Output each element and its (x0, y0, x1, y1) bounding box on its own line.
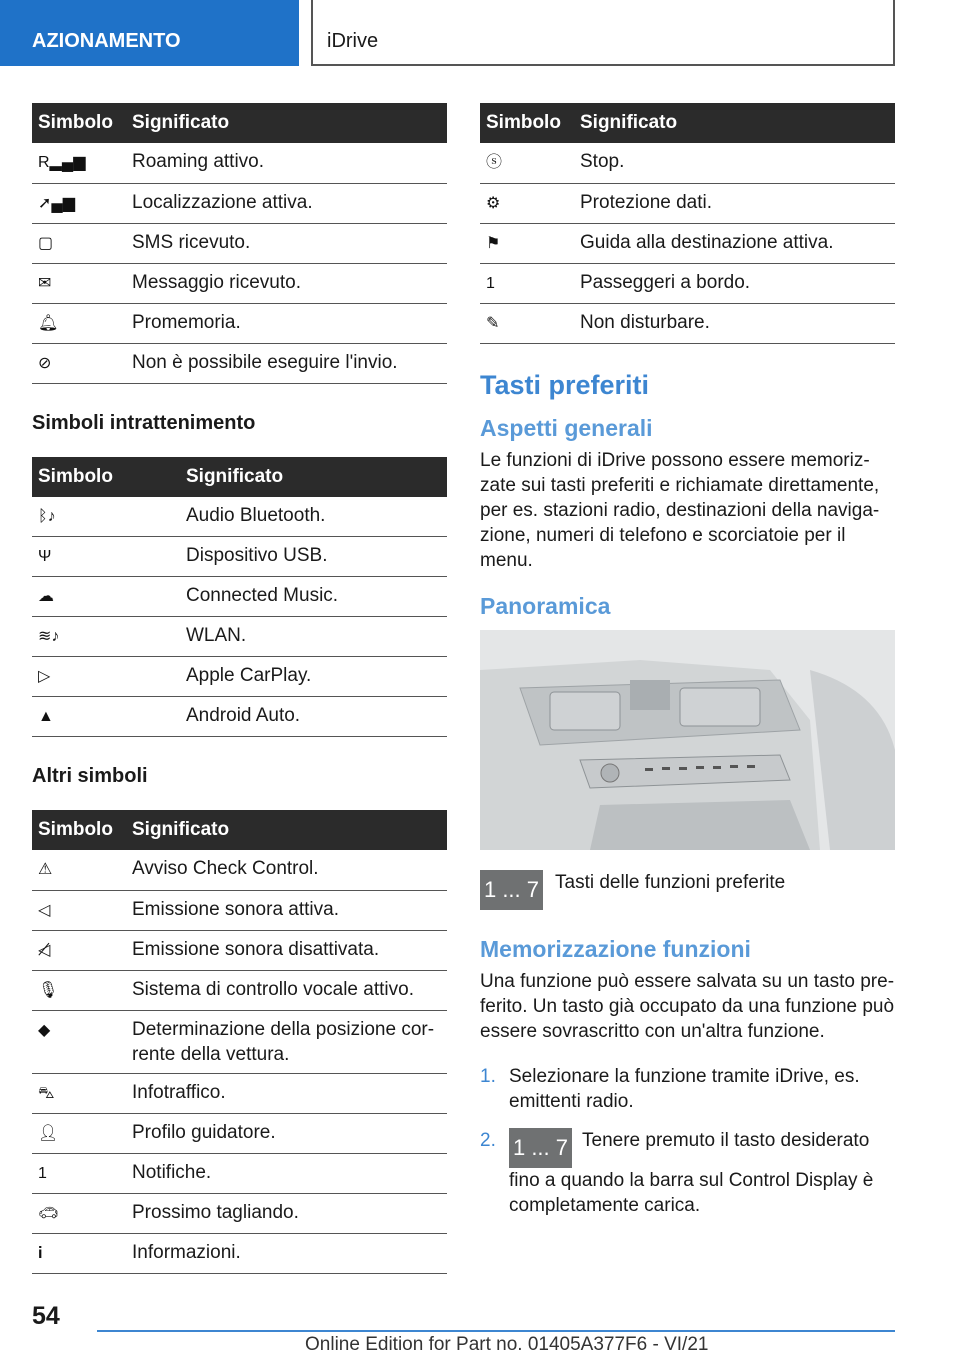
col-header-meaning: Significato (574, 103, 895, 143)
chapter-title: iDrive (311, 0, 895, 66)
symbol-meaning: Android Auto. (180, 697, 447, 737)
symbol-meaning: Avviso Check Control. (126, 850, 447, 890)
step-number: 1. (480, 1065, 496, 1087)
table-row (480, 303, 895, 343)
bell-icon: 🔔︎ (38, 314, 59, 332)
table-row (32, 1153, 447, 1193)
page-number: 54 (32, 1302, 60, 1330)
symbol-meaning: Prossimo tagliando. (126, 1193, 447, 1233)
table-row (32, 223, 447, 263)
table-row (32, 143, 447, 183)
table-row (32, 1233, 447, 1273)
do-not-disturb-icon: ✎ (486, 314, 500, 332)
step-text: Selezionare la funzione tramite iDrive, es. emittenti radio. (509, 1065, 860, 1112)
symbol-meaning: Messaggio ricevuto. (126, 263, 447, 303)
figure-caption: Tasti delle funzioni preferite (555, 871, 786, 893)
symbol-meaning: Emissione sonora disattivata. (126, 930, 447, 970)
favorite-buttons-icon: 1 ... 7 (480, 870, 543, 910)
favorite-buttons-icon: 1 ... 7 (509, 1128, 572, 1168)
table-row (32, 697, 447, 737)
table-row (32, 970, 447, 1010)
symbol-meaning: Notifiche. (126, 1153, 447, 1193)
symbol-meaning: Profilo guidatore. (126, 1113, 447, 1153)
table-row (480, 263, 895, 303)
symbol-meaning: Apple CarPlay. (180, 657, 447, 697)
symbol-meaning: Determinazione della posizione corrente della vettura. (126, 1010, 447, 1073)
symbol-meaning: Passeggeri a bordo. (574, 263, 895, 303)
col-header-symbol: Simbolo (32, 457, 180, 497)
connected-music-icon: ☁ (38, 588, 54, 605)
stop-icon: ⓢ (486, 154, 503, 171)
dashboard-photo (480, 630, 895, 850)
left-column (32, 103, 447, 1274)
heading-general: Aspetti generali (480, 414, 653, 441)
symbol-meaning: Non disturbare. (574, 303, 895, 343)
symbol-meaning: Guida alla destinazione attiva. (574, 223, 895, 263)
table-row (32, 263, 447, 303)
table-row (32, 183, 447, 223)
speaker-icon: ◁ (38, 901, 51, 919)
table-row (32, 1193, 447, 1233)
microphone-icon: 🎙︎ (38, 981, 59, 999)
symbol-meaning: Stop. (574, 143, 895, 183)
table-row (32, 890, 447, 930)
heading-overview: Panoramica (480, 592, 611, 619)
speaker-muted-icon: ◁̸ (38, 941, 51, 959)
symbol-meaning: Emissione sonora attiva. (126, 890, 447, 930)
table-row (32, 617, 447, 657)
symbol-meaning: Infotraffico. (126, 1073, 447, 1113)
notification-icon: 1 (38, 1164, 47, 1182)
col-header-meaning: Significato (126, 103, 447, 143)
symbol-meaning: Protezione dati. (574, 183, 895, 223)
footer-edition: Online Edition for Part no. 01405A377F6 - VI/21 (305, 1334, 709, 1355)
symbol-meaning: Informazioni. (126, 1233, 447, 1273)
symbol-meaning: Sistema di controllo vocale attivo. (126, 970, 447, 1010)
symbol-meaning: Connected Music. (180, 577, 447, 617)
symbol-meaning: Audio Bluetooth. (180, 497, 447, 537)
footer-rule (97, 1330, 895, 1332)
symbol-table-status (32, 103, 447, 384)
table-row (32, 1113, 447, 1153)
col-header-symbol: Simbolo (32, 810, 126, 850)
col-header-meaning: Significato (126, 810, 447, 850)
table-row (32, 577, 447, 617)
table-row (32, 303, 447, 343)
right-column (480, 103, 895, 1232)
symbol-meaning: Roaming attivo. (126, 143, 447, 183)
send-disabled-icon: ⊘ (38, 354, 52, 372)
steps-list (480, 1064, 895, 1218)
list-item (480, 1128, 895, 1218)
table-row (32, 930, 447, 970)
symbol-meaning: WLAN. (180, 617, 447, 657)
usb-icon: Ψ (38, 548, 52, 565)
data-protection-icon: ⚙ (486, 194, 501, 212)
symbol-meaning: Promemoria. (126, 303, 447, 343)
col-header-symbol: Simbolo (480, 103, 574, 143)
col-header-symbol: Simbolo (32, 103, 126, 143)
table-row (32, 657, 447, 697)
table-row (480, 183, 895, 223)
table-row (32, 850, 447, 890)
destination-flag-icon: ⚑ (486, 234, 501, 252)
symbol-table-entertainment (32, 457, 447, 738)
table-row (480, 143, 895, 183)
paragraph-store: Una funzione può essere salvata su un tasto preferito. Un tasto già occupato da una funzione può essere sovrascritto con un'altra funzione. (480, 970, 895, 1042)
paragraph-general: Le funzioni di iDrive possono essere memorizzate sui tasti preferiti e richiamate direttamente, per es. stazioni radio, destinazioni della navigazione, numeri di telefono e scorciatoie per il menu. (480, 449, 880, 571)
subheading-entertainment: Simboli intrattenimento (32, 411, 256, 434)
heading-favorites: Tasti preferiti (480, 369, 650, 400)
list-item (480, 1064, 895, 1114)
symbol-meaning: SMS ricevuto. (126, 223, 447, 263)
table-row (32, 537, 447, 577)
android-auto-icon: ▲ (38, 708, 54, 725)
dashboard-illustration (480, 630, 895, 850)
info-icon: 𝐢 (38, 1244, 43, 1262)
symbol-meaning: Non è possibile eseguire l'invio. (126, 343, 447, 383)
carplay-icon: ▷ (38, 668, 51, 685)
driver-profile-icon: 👤︎ (38, 1124, 59, 1142)
symbol-table-navigation (480, 103, 895, 344)
step-number: 2. (480, 1129, 496, 1151)
symbol-meaning: Localizzazione attiva. (126, 183, 447, 223)
table-row (32, 343, 447, 383)
passengers-icon: 1 (486, 274, 495, 292)
envelope-icon: ✉ (38, 274, 52, 292)
figure-caption-row (480, 870, 895, 910)
subheading-other: Altri simboli (32, 765, 148, 787)
warning-icon: ⚠ (38, 861, 53, 878)
wlan-icon: ≋♪ (38, 628, 60, 645)
traffic-info-icon: ⛍ (38, 1084, 55, 1102)
heading-store: Memorizzazione funzioni (480, 935, 751, 962)
symbol-meaning: Dispositivo USB. (180, 537, 447, 577)
localization-icon: ➚▄▆ (38, 194, 76, 212)
roaming-icon: R▂▄▆ (38, 154, 86, 171)
col-header-meaning: Significato (180, 457, 447, 497)
table-row (32, 1010, 447, 1073)
section-tab: AZIONAMENTO (0, 0, 299, 66)
bluetooth-audio-icon: ᛒ♪ (38, 507, 56, 525)
car-service-icon: 🚗︎ (38, 1204, 59, 1222)
table-row (32, 1073, 447, 1113)
table-row (480, 223, 895, 263)
step-text: Tenere premuto il tasto desiderato fino a quando la barra sul Control Display è completamente carica. (509, 1129, 874, 1216)
position-icon: ◆ (38, 1021, 51, 1039)
symbol-table-other (32, 810, 447, 1274)
sms-icon: ▢ (38, 234, 54, 252)
table-row (32, 497, 447, 537)
